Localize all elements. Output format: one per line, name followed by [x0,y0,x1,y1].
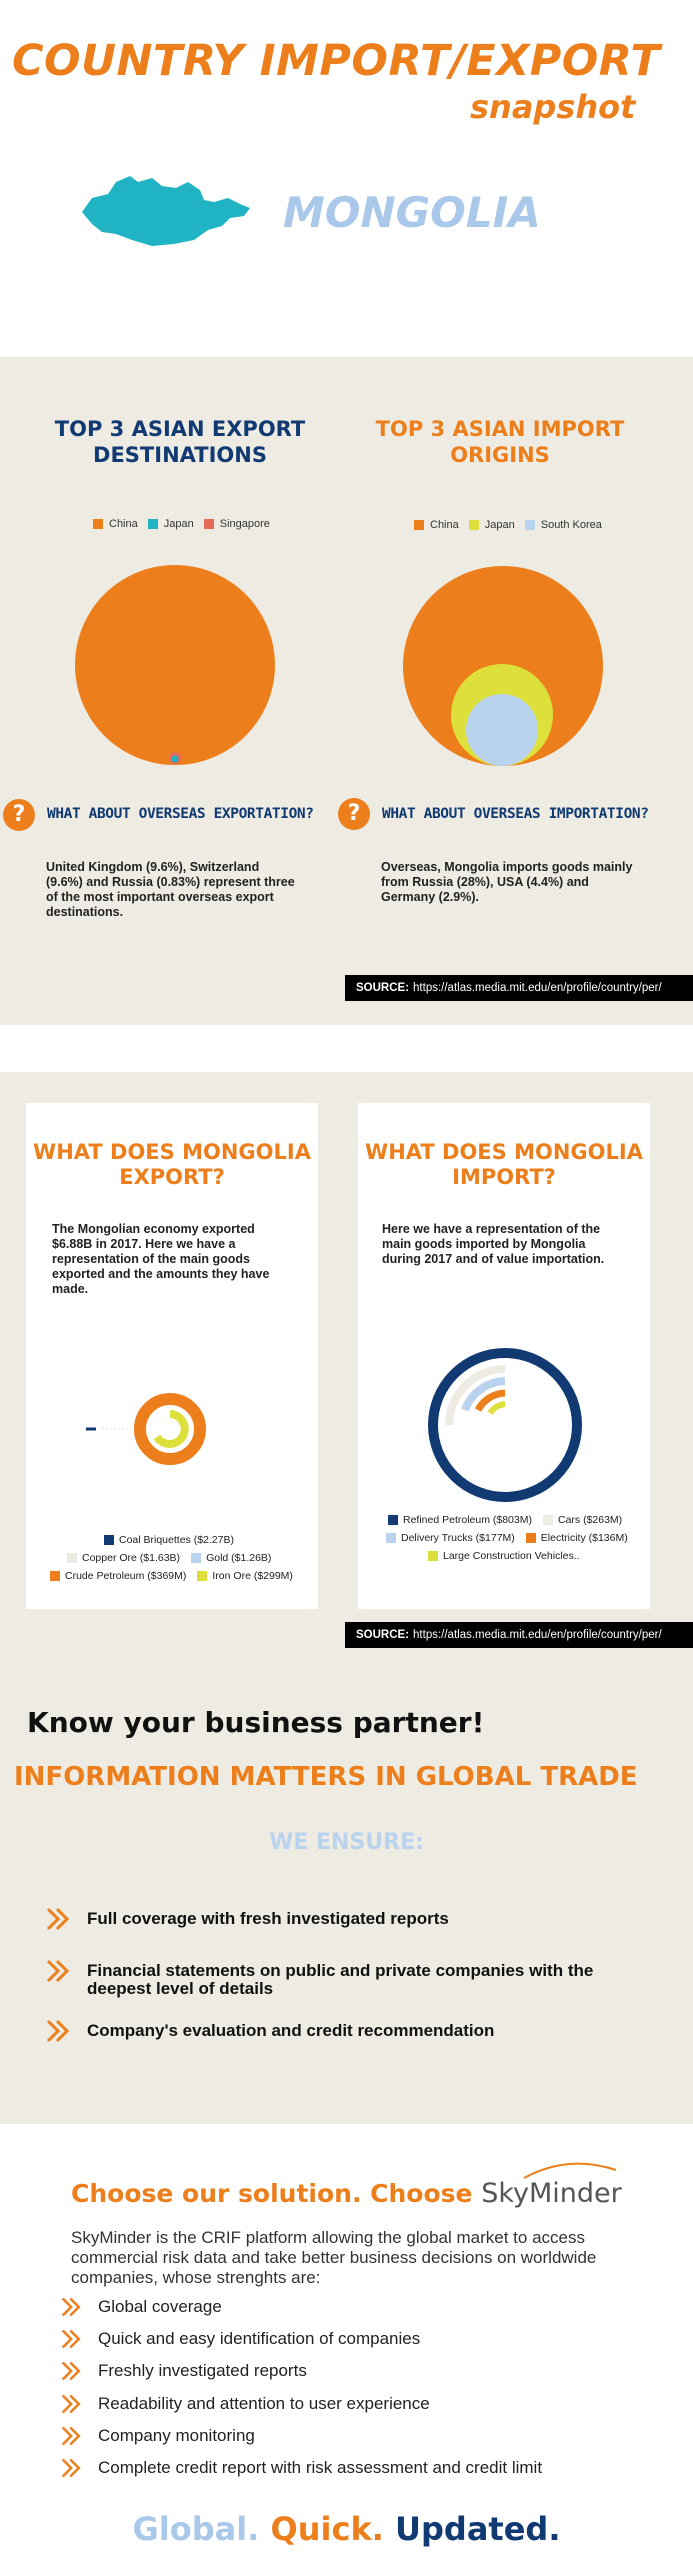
mongolia-map-icon [80,168,252,250]
feature-text: Complete credit report with risk assessment and credit limit [98,2458,543,2477]
legend-swatch [388,1515,398,1525]
partner-subheadline: INFORMATION MATTERS IN GLOBAL TRADE [14,1762,638,1792]
legend-swatch [204,519,214,529]
partner-headline: Know your business partner! [27,1706,485,1739]
chevron-right-icon [60,2425,84,2447]
import-legend-row [428,1550,580,1562]
overseas-import-text: Overseas, Mongolia imports goods mainly from Russia (28%), USA (4.4%) and Germany (2.9%). [381,860,633,904]
question-icon: ? [338,798,370,830]
feature-item [60,2457,542,2479]
feature-item [60,2360,307,2382]
slogan [0,2510,693,2548]
legend-swatch [50,1571,60,1581]
legend-swatch [543,1515,553,1525]
import-origins-chart [400,563,606,769]
legend-swatch [191,1553,201,1563]
overseas-import-title: WHAT ABOUT OVERSEAS IMPORTATION? [382,806,649,822]
slogan-quick: Quick. [270,2510,384,2548]
feature-text: Freshly investigated reports [98,2361,307,2380]
legend-label: Cars ($263M) [557,1514,623,1526]
ensure-item [45,2018,627,2044]
ensure-item-text: Full coverage with fresh investigated reports [87,1909,449,1928]
feature-text: Company monitoring [98,2426,255,2445]
feature-item [60,2393,430,2415]
legend-label: Crude Petroleum ($369M) [65,1570,187,1582]
choose-solution-heading [71,2178,622,2209]
legend-swatch [197,1571,207,1581]
legend-swatch [428,1551,438,1561]
source-url[interactable]: https://atlas.media.mit.edu/en/profile/country/per/ [413,1629,662,1641]
ensure-item-text: Financial statements on public and private companies with the deepest level of details [87,1961,594,1998]
legend-label: Large Construction Vehicles.. [443,1550,580,1562]
feature-text: Quick and easy identification of companies [98,2329,421,2348]
import-legend-row [388,1514,622,1526]
iron-ore-arc [157,1414,185,1444]
chevron-right-icon [45,2018,73,2044]
solution-description: SkyMinder is the CRIF platform allowing the global market to access commercial risk data and take better business decisions on worldwide companies, whose strenghts are: [71,2228,597,2287]
chevron-right-icon [45,1906,73,1932]
legend-label: Refined Petroleum ($803M) [403,1514,532,1526]
legend-swatch [148,519,158,529]
legend-label: China [430,519,459,531]
legend-label: Japan [484,519,515,531]
large-construction-vehicles-arc [490,1404,505,1413]
chevron-right-icon [60,2360,84,2382]
legend-swatch [469,520,479,530]
source-bar [345,1622,693,1648]
export-legend-row [50,1570,293,1582]
export-legend-row [104,1534,234,1546]
export-card-text: The Mongolian economy exported $6.88B in 2017. Here we have a representation of the main goods exported and the amounts they have made. [52,1222,270,1296]
slogan-global: Global. [132,2510,260,2548]
export-destinations-chart [72,562,278,768]
feature-item [60,2425,255,2447]
ensure-item-text: Company's evaluation and credit recommendation [87,2021,495,2040]
choose-text: Choose our solution. Choose [71,2179,473,2208]
ensure-item [45,1906,627,1932]
question-icon: ? [3,799,35,831]
feature-text: Global coverage [98,2297,222,2316]
legend-label: Iron Ore ($299M) [212,1570,293,1582]
legend-swatch [414,520,424,530]
source-bar [345,975,693,1001]
legend-label: Delivery Trucks ($177M) [401,1532,515,1544]
export-goods-chart [80,1380,220,1480]
export-legend-row [67,1552,271,1564]
source-label: SOURCE: [356,1629,410,1641]
chevron-right-icon [60,2457,84,2479]
export-card-title: WHAT DOES MONGOLIA EXPORT? [33,1140,311,1189]
china-circle [75,565,275,765]
export-destinations-title: TOP 3 ASIAN EXPORT DESTINATIONS [54,417,306,467]
legend-label: Japan [163,518,194,530]
import-origins-title: TOP 3 ASIAN IMPORT ORIGINS [375,417,625,467]
chevron-right-icon [60,2296,84,2318]
ensure-title: WE ENSURE: [269,1830,424,1855]
legend-swatch [526,1533,536,1543]
skyminder-swoosh-icon [522,2158,618,2180]
legend-label: Electricity ($136M) [540,1532,628,1544]
legend-label: Gold ($1.26B) [206,1552,272,1564]
export-legend [93,518,270,530]
legend-label: China [109,518,138,530]
page-subtitle: snapshot [470,88,636,126]
feature-text: Readability and attention to user experience [98,2394,430,2413]
country-name: MONGOLIA [283,188,541,237]
south-korea-circle [466,694,538,766]
feature-item [60,2328,420,2350]
overseas-export-title: WHAT ABOUT OVERSEAS EXPORTATION? [47,806,314,822]
chevron-right-icon [60,2328,84,2350]
legend-label: South Korea [540,519,602,531]
legend-label: Coal Briquettes ($2.27B) [119,1534,234,1546]
legend-swatch [67,1553,77,1563]
import-legend [414,519,602,531]
legend-swatch [386,1533,396,1543]
legend-label: Singapore [219,518,270,530]
japan-circle [172,756,179,763]
page-title: COUNTRY IMPORT/EXPORT [12,36,661,86]
slogan-updated: Updated. [395,2510,561,2548]
source-label: SOURCE: [356,982,410,994]
legend-label: Copper Ore ($1.63B) [82,1552,181,1564]
ensure-item [45,1958,627,1998]
legend-swatch [104,1535,114,1545]
skyminder-logo: SkyMinder [481,2178,622,2209]
import-card-text: Here we have a representation of the main goods imported by Mongolia during 2017 and of value importation. [382,1222,605,1266]
overseas-export-text: United Kingdom (9.6%), Switzerland (9.6%) and Russia (0.83%) represent three of the most important overseas export destinations. [46,860,295,919]
feature-item [60,2296,222,2318]
import-legend-row [386,1532,628,1544]
chevron-right-icon [45,1958,73,1984]
crude-petroleum-arc [140,1399,200,1459]
legend-swatch [525,520,535,530]
legend-swatch [93,519,103,529]
source-url[interactable]: https://atlas.media.mit.edu/en/profile/country/per/ [413,982,662,994]
refined-petroleum-arc [433,1353,577,1497]
import-card-title: WHAT DOES MONGOLIA IMPORT? [365,1140,643,1189]
chevron-right-icon [60,2393,84,2415]
import-goods-chart [420,1340,590,1510]
